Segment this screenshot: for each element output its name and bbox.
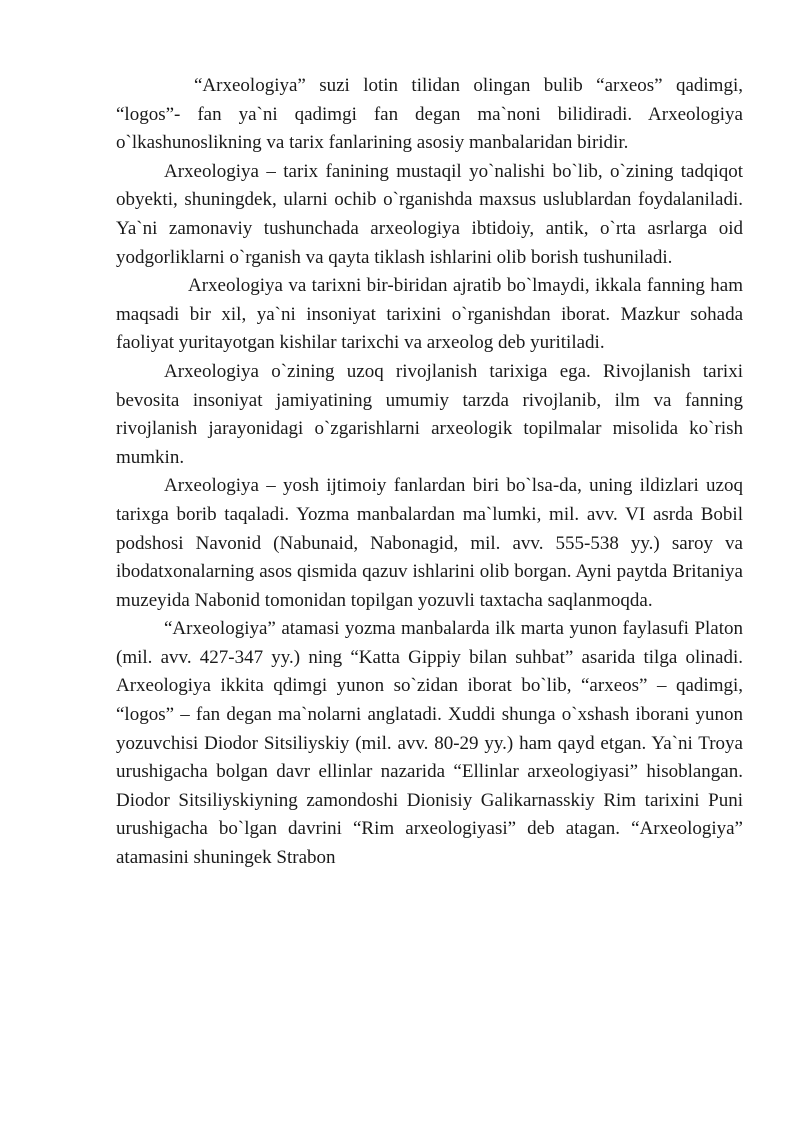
paragraph-5: Arxeologiya – yosh ijtimoiy fanlardan biri bo`lsa-da, uning ildizlari uzoq tarixga borib taqaladi. Yozma manbalardan ma`lumki, mil. avv. VI asrda Bobil podshosi Navonid (Nabunaid, Nabonagid, mil. avv. 555-538 yy.) saroy va ibodatxonalarning asos qismida qazuv ishlarini olib borgan. Ayni paytda Britaniya muzeyida Nabonid tomonidan topilgan yozuvli taxtacha saqlanmoqda. xyxy=(116,475,743,611)
paragraph-4: Arxeologiya o`zining uzoq rivojlanish tarixiga ega. Rivojlanish tarixi bevosita insoniyat jamiyatining umumiy tarzda rivojlanib, ilm va fanning rivojlanish jarayonidagi o`zgarishlarni arxeologik topilmalar misolida ko`rish mumkin. xyxy=(116,360,743,468)
paragraph-1: “Arxeologiya” suzi lotin tilidan olingan bulib “arxeos” qadimgi, “logos”- fan ya`ni qadimgi fan degan ma`noni bilidiradi. Arxeologiya o`lkashunoslikning va tarix fanlarining asosiy manbalaridan biridir. xyxy=(116,75,743,154)
paragraph-2: Arxeologiya – tarix fanining mustaqil yo`nalishi bo`lib, o`zining tadqiqot obyekti, shuningdek, ularni ochib o`rganishda maxsus uslublardan foydalaniladi. Ya`ni zamonaviy tushunchada arxeologiya ibtidoiy, antik, o`rta asrlarga oid yodgorliklarni o`rganish va qayta tiklash ishlarini olib borish tushuniladi. xyxy=(116,160,743,268)
paragraph-3: Arxeologiya va tarixni bir-biridan ajratib bo`lmaydi, ikkala fanning ham maqsadi bir xil, ya`ni insoniyat tarixini o`rganishdan iborat. Mazkur sohada faoliyat yuritayotgan kishilar tarixchi va arxeolog deb yuritiladi. xyxy=(116,275,743,354)
paragraph-6: “Arxeologiya” atamasi yozma manbalarda ilk marta yunon faylasufi Platon (mil. avv. 427-347 yy.) ning “Katta Gippiy bilan suhbat” asarida tilga olinadi. Arxeologiya ikkita qdimgi yunon so`zidan iborat bo`lib, “arxeos” – qadimgi, “logos” – fan degan ma`nolarni anglatadi. Xuddi shunga o`xshash iborani yunon yozuvchisi Diodor Sitsiliyskiy (mil. avv. 80-29 yy.) ham qayd etgan. Ya`ni Troya urushigacha bolgan davr ellinlar nazarida “Ellinlar arxeologiyasi” hisoblangan. Diodor Sitsiliyskiyning zamondoshi Dionisiy Galikarnasskiy Rim tarixini Puni urushigacha bo`lgan davrini “Rim arxeologiyasi” deb atagan. “Arxeologiya” atamasini shuningek Strabon xyxy=(116,618,743,869)
body-text xyxy=(116,72,743,873)
